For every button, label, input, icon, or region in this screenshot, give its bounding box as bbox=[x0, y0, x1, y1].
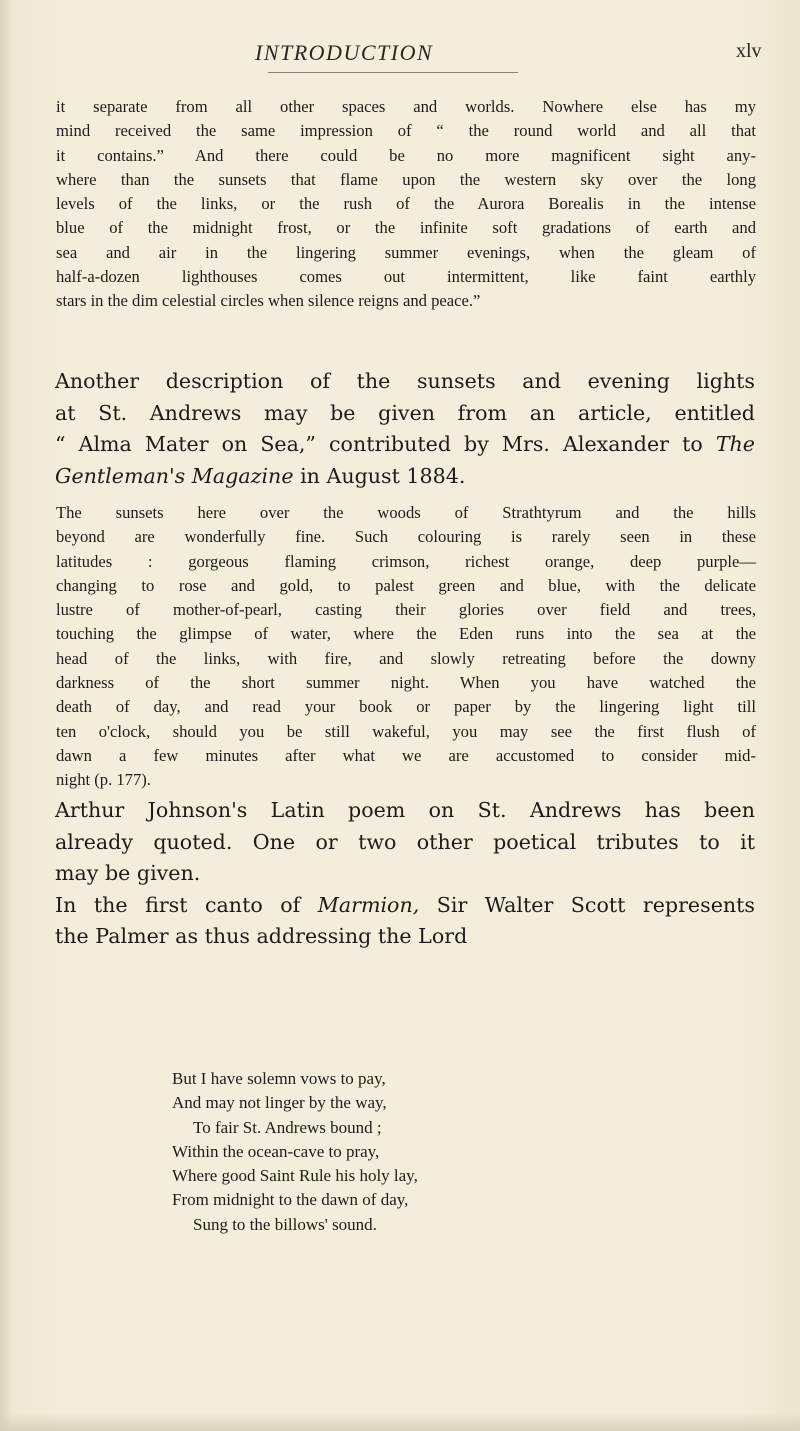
text-line: where than the sunsets that flame upon the western sky over the long bbox=[56, 169, 756, 189]
verse-line: From midnight to the dawn of day, bbox=[172, 1190, 409, 1210]
text-line: already quoted. One or two other poetical tributes to it bbox=[55, 829, 755, 854]
text-line: at St. Andrews may be given from an article, entitled bbox=[55, 400, 755, 425]
header-rule bbox=[268, 72, 518, 73]
italic-title-start: The bbox=[715, 432, 755, 456]
body-paragraph-2 bbox=[55, 366, 755, 492]
quoted-paragraph-3 bbox=[56, 501, 756, 793]
verse-line: And may not linger by the way, bbox=[172, 1093, 387, 1113]
italic-title: Marmion, bbox=[317, 892, 420, 917]
text-line: changing to rose and gold, to palest green and blue, with the delicate bbox=[56, 575, 756, 595]
page-edge-shadow bbox=[0, 0, 12, 1431]
text-line: it separate from all other spaces and worlds. Nowhere else has my bbox=[56, 97, 756, 116]
text-line: ten o'clock, should you be still wakeful, you may see the first flush of bbox=[56, 721, 756, 741]
body-paragraph-4 bbox=[55, 795, 755, 953]
text-segment: “ Alma Mater on Sea,” contributed by Mrs. Alexander to bbox=[55, 432, 703, 456]
page-number: xlv bbox=[736, 40, 762, 62]
text-line: levels of the links, or the rush of the Aurora Borealis in the intense bbox=[56, 194, 756, 214]
text-line: The sunsets here over the woods of Strathtyrum and the hills bbox=[56, 503, 756, 522]
text-line: half-a-dozen lighthouses comes out intermittent, like faint earthly bbox=[56, 267, 756, 287]
page-bottom-shadow bbox=[0, 1413, 800, 1431]
text-line: may be given. bbox=[55, 861, 201, 885]
text-line: death of day, and read your book or paper by the lingering light till bbox=[56, 697, 756, 717]
text-line bbox=[55, 890, 755, 922]
quoted-paragraph-1 bbox=[56, 95, 756, 314]
verse-line: Where good Saint Rule his holy lay, bbox=[172, 1166, 418, 1186]
verse-line: Sung to the billows' sound. bbox=[193, 1214, 377, 1234]
text-line: latitudes : gorgeous flaming crimson, richest orange, deep purple— bbox=[56, 551, 756, 571]
running-head-title: INTRODUCTION bbox=[255, 40, 434, 65]
text-segment: In the first canto of bbox=[55, 892, 301, 917]
text-line bbox=[55, 429, 755, 461]
text-line: mind received the same impression of “ the round world and all that bbox=[56, 121, 756, 141]
text-segment: Sir Walter Scott represents bbox=[436, 892, 755, 917]
text-line: stars in the dim celestial circles when silence reigns and peace.” bbox=[56, 291, 481, 311]
text-line: the Palmer as thus addressing the Lord bbox=[55, 924, 468, 948]
verse-line: But I have solemn vows to pay, bbox=[172, 1069, 386, 1088]
text-line: night (p. 177). bbox=[56, 770, 151, 790]
text-line: dawn a few minutes after what we are accustomed to consider mid- bbox=[56, 745, 756, 765]
text-line: beyond are wonderfully fine. Such colouring is rarely seen in these bbox=[56, 527, 756, 547]
text-segment: in August 1884. bbox=[300, 463, 466, 488]
text-line: head of the links, with fire, and slowly retreating before the downy bbox=[56, 648, 756, 668]
verse-line: To fair St. Andrews bound ; bbox=[193, 1117, 382, 1137]
text-line: sea and air in the lingering summer evenings, when the gleam of bbox=[56, 242, 756, 262]
text-line: Another description of the sunsets and evening lights bbox=[55, 369, 755, 393]
text-line: Arthur Johnson's Latin poem on St. Andrews has been bbox=[55, 798, 755, 822]
text-line: blue of the midnight frost, or the infinite soft gradations of earth and bbox=[56, 218, 756, 238]
verse-line: Within the ocean-cave to pray, bbox=[172, 1141, 380, 1161]
text-line: darkness of the short summer night. When you have watched the bbox=[56, 673, 756, 693]
italic-title: Gentleman's Magazine bbox=[55, 463, 294, 488]
text-line: it contains.” And there could be no more magnificent sight any- bbox=[56, 145, 756, 165]
text-line: touching the glimpse of water, where the Eden runs into the sea at the bbox=[56, 624, 756, 644]
text-line bbox=[55, 461, 755, 493]
verse-quotation bbox=[56, 1067, 756, 1237]
text-line: lustre of mother-of-pearl, casting their glories over field and trees, bbox=[56, 600, 756, 620]
